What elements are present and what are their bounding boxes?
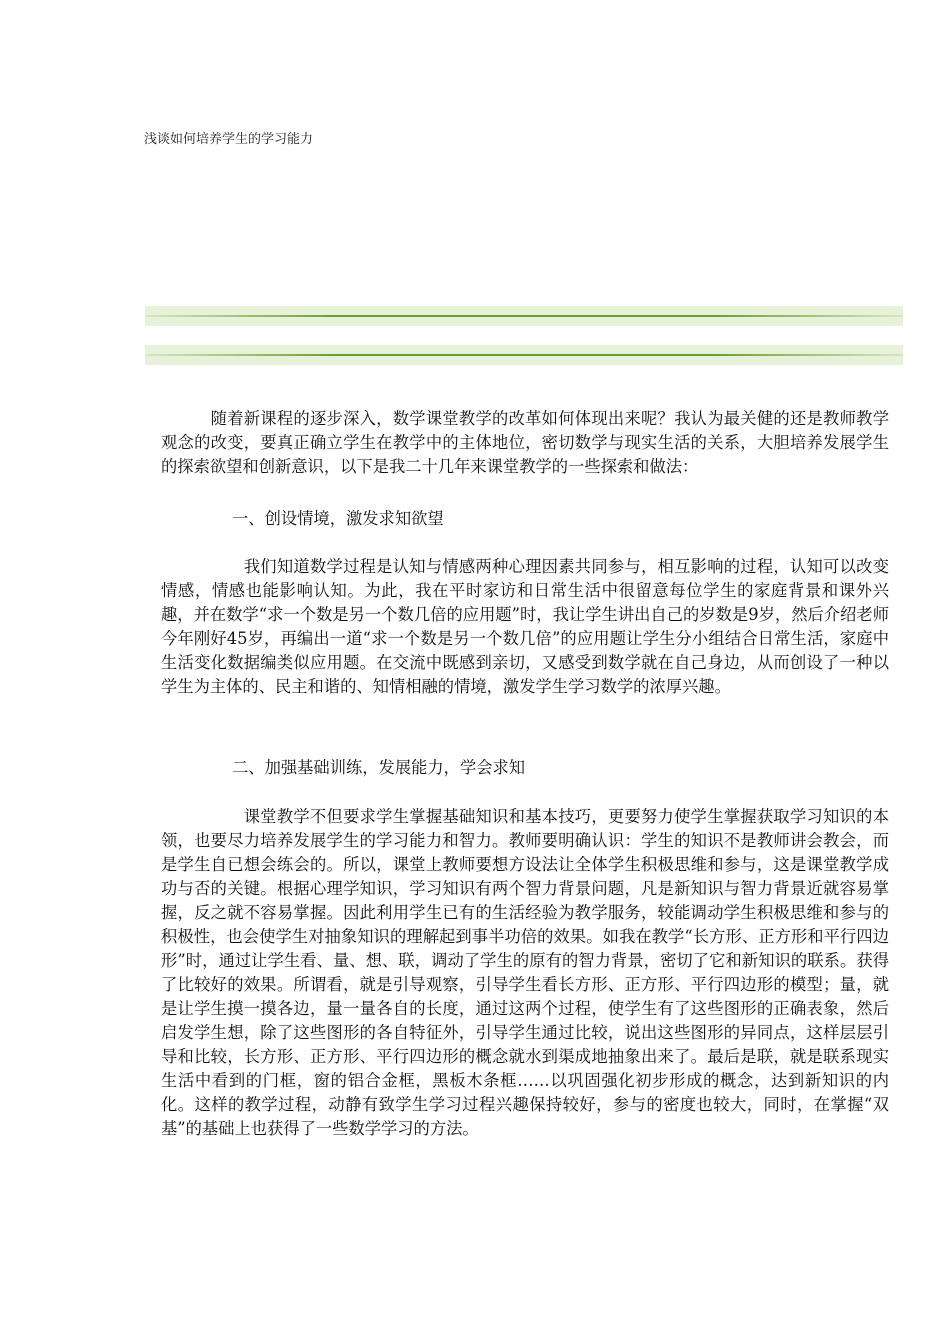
decorative-divider-top	[145, 306, 903, 326]
intro-paragraph: 随着新课程的逐步深入，数学课堂教学的改革如何体现出来呢？我认为最关健的还是教师教学观念的改变，要真正确立学生在教学中的主体地位，密切数学与现实生活的关系，大胆培养发展学生的探索欲望和创新意识，以下是我二十几年来课堂教学的一些探索和做法：	[161, 409, 889, 476]
section-1-heading: 一、创设情境，激发求知欲望	[232, 509, 444, 528]
section-2-heading: 二、加强基础训练，发展能力，学会求知	[232, 758, 526, 777]
document-title: 浅谈如何培养学生的学习能力	[144, 132, 314, 147]
section-1-paragraph: 我们知道数学过程是认知与情感两种心理因素共同参与，相互影响的过程，认知可以改变情感，情感也能影响认知。为此，我在平时家访和日常生活中很留意每位学生的家庭背景和课外兴趣，并在数学“求一个数是另一个数几倍的应用题”时，我让学生讲出自己的岁数是9岁，然后介绍老师今年刚好45岁，再编出一道“求一个数是另一个数几倍”的应用题让学生分小组结合日常生活，家庭中生活变化数据编类似应用题。在交流中既感到亲切，又感受到数学就在自己身边，从而创设了一种以学生为主体的、民主和谐的、知情相融的情境，激发学生学习数学的浓厚兴趣。	[161, 557, 889, 696]
section-2-paragraph: 课堂教学不但要求学生掌握基础知识和基本技巧，更要努力使学生掌握获取学习知识的本领，也要尽力培养发展学生的学习能力和智力。教师要明确认识：学生的知识不是教师讲会教会，而是学生自已想会练会的。所以，课堂上教师要想方设法让全体学生积极思维和参与，这是课堂教学成功与否的关键。根据心理学知识，学习知识有两个智力背景问题，凡是新知识与智力背景近就容易掌握，反之就不容易掌握。因此利用学生已有的生活经验为教学服务，较能调动学生积极思维和参与的积极性，也会使学生对抽象知识的理解起到事半功倍的效果。如我在教学“长方形、正方形和平行四边形”时，通过让学生看、量、想、联，调动了学生的原有的智力背景，密切了它和新知识的联系。获得了比较好的效果。所谓看，就是引导观察，引导学生看长方形、正方形、平行四边形的模型；量，就是让学生摸一摸各边，量一量各自的长度，通过这两个过程，使学生有了这些图形的正确表象，然后启发学生想，除了这些图形的各自特征外，引导学生通过比较，说出这些图形的异同点，这样层层引导和比较，长方形、正方形、平行四边形的概念就水到渠成地抽象出来了。最后是联，就是联系现实生活中看到的门框，窗的铝合金框，黑板木条框……以巩固强化初步形成的概念，达到新知识的内化。这样的教学过程，动静有致学生学习过程兴趣保持较好，参与的密度也较大，同时，在掌握“双基”的基础上也获得了一些数学学习的方法。	[161, 807, 889, 1138]
decorative-divider-bottom	[145, 345, 903, 365]
